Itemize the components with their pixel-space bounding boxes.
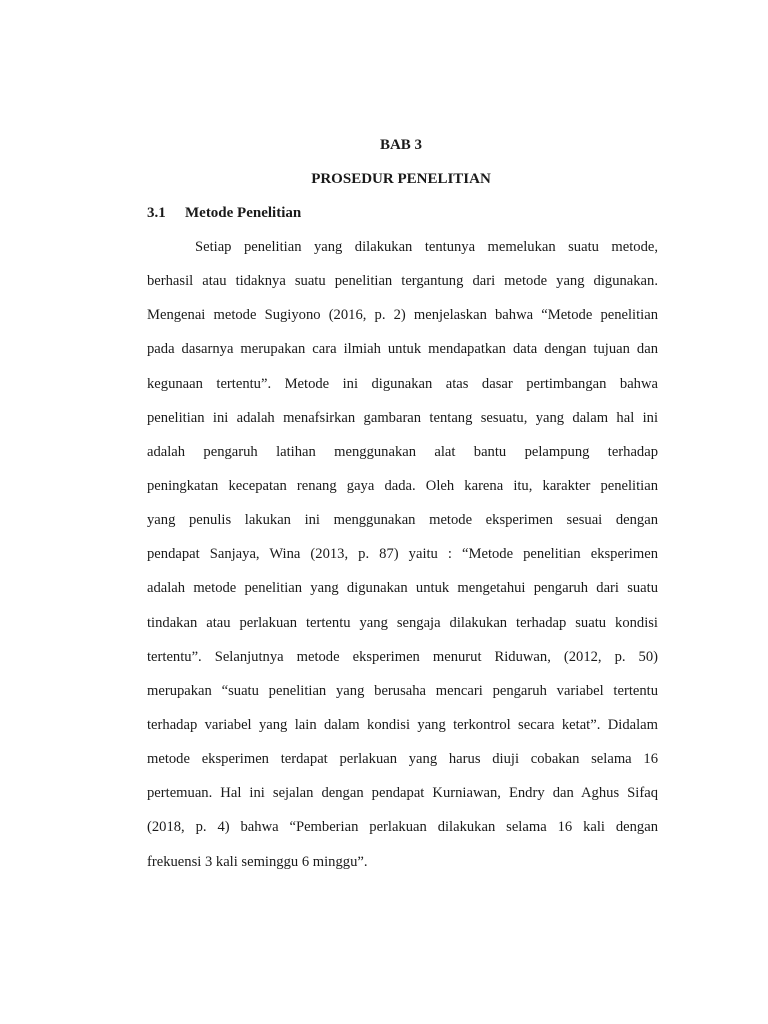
chapter-number: BAB 3 [379, 137, 423, 153]
paragraph-line: pada dasarnya merupakan cara ilmiah untuk mendapatkan data dengan tujuan dan [147, 341, 658, 358]
paragraph-line: tindakan atau perlakuan tertentu yang sengaja dilakukan terhadap suatu kondisi [147, 614, 658, 631]
section-number: 3.1 [147, 205, 166, 221]
paragraph-line: tertentu”. Selanjutnya metode eksperimen menurut Riduwan, (2012, p. 50) [147, 648, 658, 665]
paragraph-line: penelitian ini adalah menafsirkan gambaran tentang sesuatu, yang dalam hal ini [147, 409, 658, 426]
paragraph-line: Setiap penelitian yang dilakukan tentunya memelukan suatu metode, [195, 239, 658, 255]
paragraph-line: berhasil atau tidaknya suatu penelitian tergantung dari metode yang digunakan. [147, 273, 658, 290]
body-paragraph [147, 230, 658, 879]
paragraph-line: (2018, p. 4) bahwa “Pemberian perlakuan dilakukan selama 16 kali dengan [147, 819, 658, 836]
paragraph-line: yang penulis lakukan ini menggunakan metode eksperimen sesuai dengan [147, 512, 658, 529]
paragraph-line: Mengenai metode Sugiyono (2016, p. 2) menjelaskan bahwa “Metode penelitian [147, 307, 658, 324]
paragraph-line: frekuensi 3 kali seminggu 6 minggu”. [147, 853, 368, 870]
paragraph-line: peningkatan kecepatan renang gaya dada. Oleh karena itu, karakter penelitian [147, 477, 658, 494]
section-title: Metode Penelitian [185, 205, 302, 221]
paragraph-line: pendapat Sanjaya, Wina (2013, p. 87) yaitu : “Metode penelitian eksperimen [147, 546, 658, 563]
paragraph-line: pertemuan. Hal ini sejalan dengan pendapat Kurniawan, Endry dan Aghus Sifaq [147, 785, 658, 802]
paragraph-line: merupakan “suatu penelitian yang berusaha mencari pengaruh variabel tertentu [147, 682, 658, 699]
paragraph-line: terhadap variabel yang lain dalam kondisi yang terkontrol secara ketat”. Didalam [147, 716, 658, 733]
paragraph-line: metode eksperimen terdapat perlakuan yang harus diuji cobakan selama 16 [147, 751, 658, 768]
paragraph-line: kegunaan tertentu”. Metode ini digunakan atas dasar pertimbangan bahwa [147, 375, 658, 392]
paragraph-line: adalah pengaruh latihan menggunakan alat bantu pelampung terhadap [147, 443, 658, 460]
section-heading [147, 204, 301, 222]
paragraph-line: adalah metode penelitian yang digunakan untuk mengetahui pengaruh dari suatu [147, 580, 658, 597]
chapter-title: PROSEDUR PENELITIAN [311, 171, 491, 187]
